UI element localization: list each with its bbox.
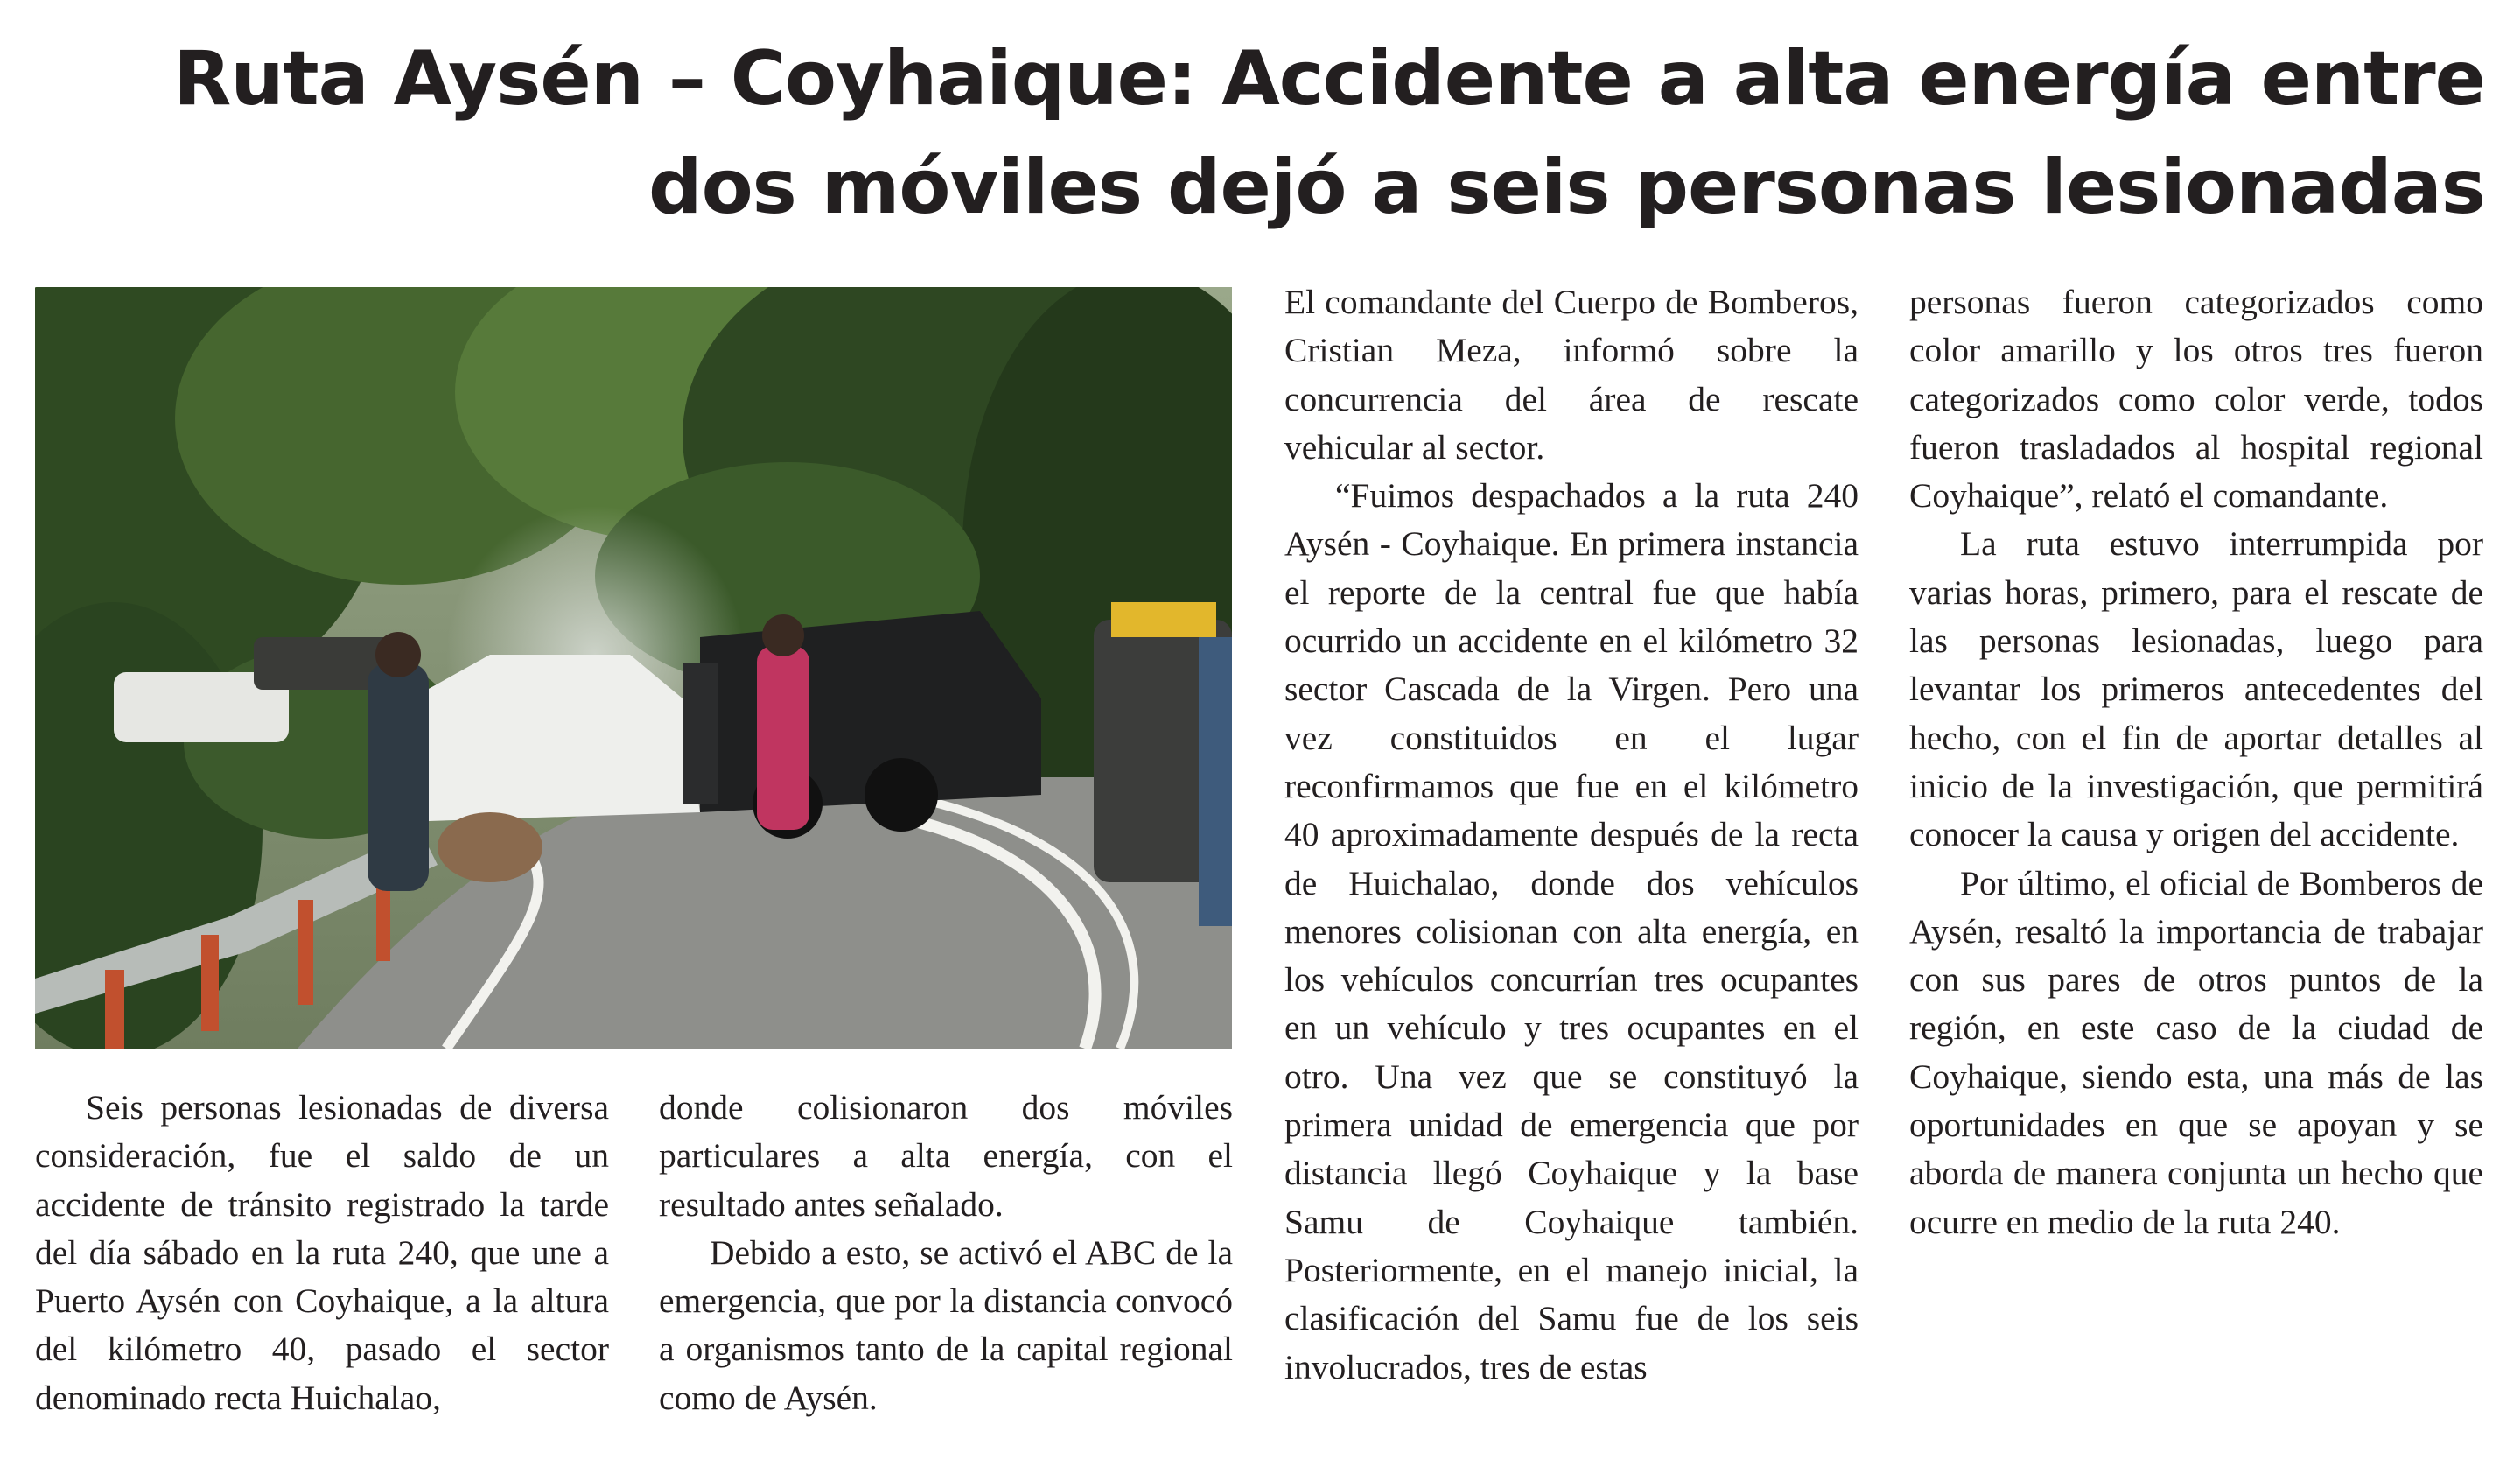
article-column-1	[35, 1084, 609, 1422]
paragraph: “Fuimos despachados a la ruta 240 Aysén - Coyhaique. En primera instancia el reporte de la central fue que había ocurrido un accidente en el kilómetro 32 sector Cascada de la Virgen. Pero una vez constituidos en el lugar reconfirmamos que fue en el kilómetro 40 aproximadamente después de la recta de Huichalao, donde dos vehículos menores colisionan con alta energía, en los vehículos concurrían tres ocupantes en un vehículo y tres ocupantes en el otro. Una vez que se constituyó la primera unidad de emergencia que por distancia llegó Coyhaique y la base Samu de Coyhaique también. Posteriormente, en el manejo inicial, la clasificación del Samu fue de los seis involucrados, tres de estas	[1284, 476, 1858, 1386]
article-column-2	[659, 1084, 1233, 1422]
paragraph: Por último, el oficial de Bomberos de Aysén, resaltó la importancia de trabajar con sus pares de otros puntos de la región, en este caso de la ciudad de Coyhaique, siendo esta, una más de las oportunidades en que se apoyan y se aborda de manera conjunta un hecho que ocurre en medio de la ruta 240.	[1909, 863, 2483, 1241]
paragraph: La ruta estuvo interrumpida por varias horas, primero, para el rescate de las personas lesionadas, luego para levantar los primeros antecedentes del hecho, con el fin de aportar detalles al inicio de la investigación, que permitirá conocer la causa y origen del accidente.	[1909, 524, 2483, 854]
paragraph: El comandante del Cuerpo de Bomberos, Cristian Meza, informó sobre la concurrencia del área de rescate vehicular al sector.	[1284, 283, 1858, 467]
headline	[35, 25, 2485, 242]
article-column-3	[1284, 278, 1858, 1392]
paragraph: personas fueron categorizados como color amarillo y los otros tres fueron categorizados como color verde, todos fueron trasladados al hospital regional Coyhaique”, relató el comandante.	[1909, 283, 2483, 516]
article-column-4	[1909, 278, 2483, 1246]
headline-line-2: dos móviles dejó a seis personas lesionadas	[648, 144, 2485, 231]
accident-photo	[35, 287, 1232, 1049]
paragraph: Seis personas lesionadas de diversa consideración, fue el saldo de un accidente de tránsito registrado la tarde del día sábado en la ruta 240, que une a Puerto Aysén con Coyhaique, a la altura del kilómetro 40, pasado el sector denominado recta Huichalao,	[35, 1088, 609, 1417]
paragraph: donde colisionaron dos móviles particulares a alta energía, con el resultado antes señalado.	[659, 1088, 1233, 1224]
paragraph: Debido a esto, se activó el ABC de la emergencia, que por la distancia convocó a organismos tanto de la capital regional como de Aysén.	[659, 1232, 1233, 1417]
headline-line-1: Ruta Aysén – Coyhaique: Accidente a alta energía entre	[173, 35, 2485, 123]
